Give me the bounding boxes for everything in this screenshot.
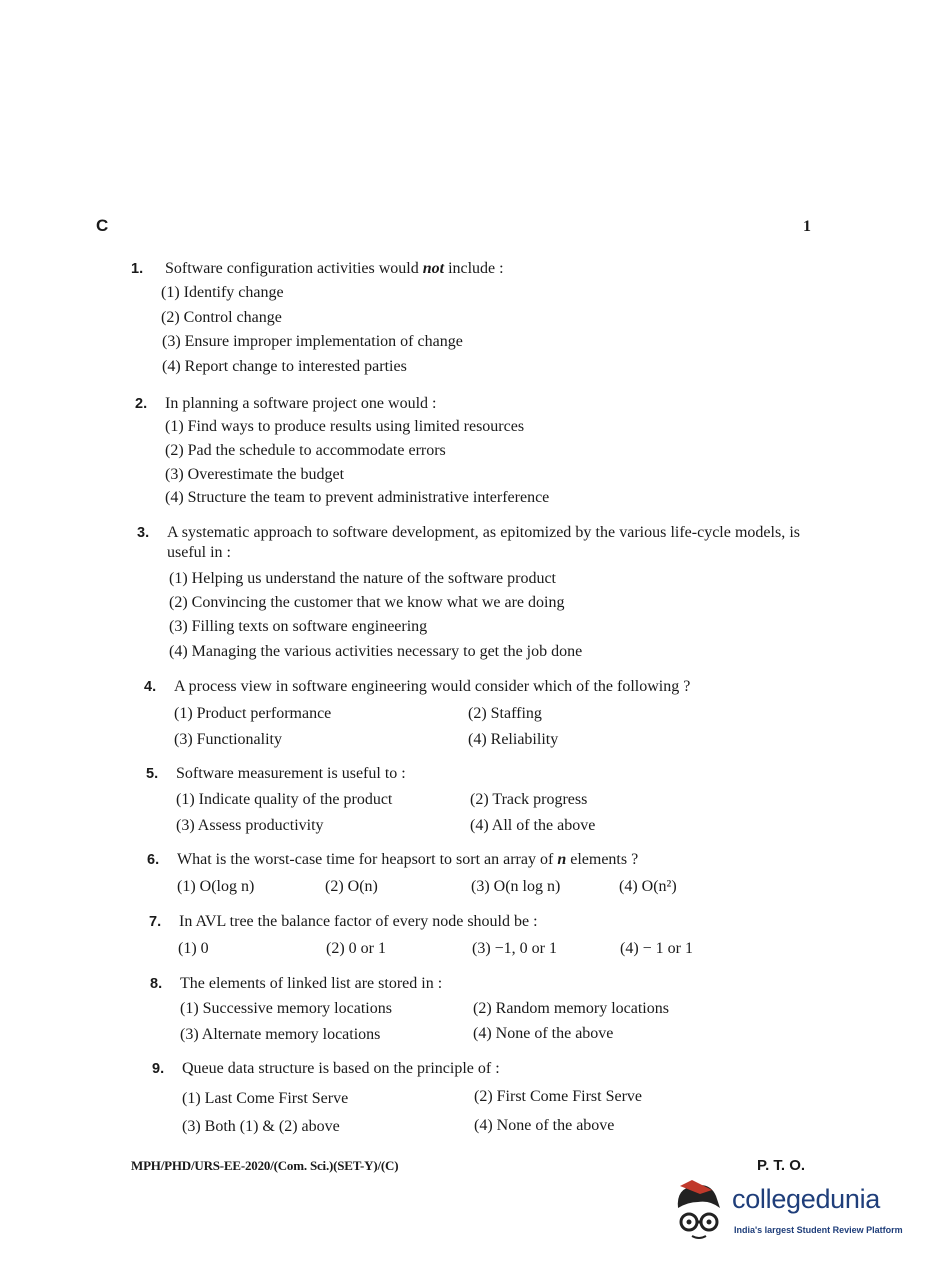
question-number: 8. (150, 976, 163, 992)
option-1: (1) Find ways to produce results using limited resources (165, 418, 525, 435)
collegedunia-watermark (672, 1178, 912, 1244)
question-5 (146, 764, 766, 839)
option-1: (1) Indicate quality of the product (176, 791, 393, 808)
option-4: (4) All of the above (470, 817, 596, 834)
question-4 (144, 677, 764, 752)
option-1: (1) Identify change (161, 284, 284, 301)
question-stem: In planning a software project one would : (165, 395, 437, 412)
question-number: 5. (146, 766, 159, 782)
option-2: (2) Random memory locations (473, 1000, 669, 1017)
option-2: (2) O(n) (325, 878, 378, 895)
question-1 (131, 259, 691, 379)
question-2 (135, 394, 735, 514)
brand-name: collegedunia (732, 1184, 881, 1214)
option-1: (1) Successive memory locations (180, 1000, 392, 1017)
brand-tagline: India's largest Student Review Platform (734, 1225, 903, 1235)
option-3: (3) Functionality (174, 731, 282, 748)
option-3: (3) Ensure improper implementation of change (162, 333, 463, 350)
question-number: 3. (137, 525, 150, 541)
option-4: (4) Report change to interested parties (162, 358, 407, 375)
option-2: (2) Control change (161, 309, 282, 326)
option-2: (2) Pad the schedule to accommodate errors (165, 442, 446, 459)
question-number: 7. (149, 914, 162, 930)
option-4: (4) Reliability (468, 731, 559, 748)
option-3: (3) Both (1) & (2) above (182, 1118, 340, 1135)
option-2: (2) Staffing (468, 705, 542, 722)
option-3: (3) Filling texts on software engineering (169, 618, 428, 635)
option-3: (3) Overestimate the budget (165, 466, 345, 483)
question-stem: A systematic approach to software development, as epitomized by the various life-cycle models, is useful in : (167, 524, 800, 561)
question-number: 2. (135, 396, 148, 412)
question-3 (137, 523, 802, 663)
pto-label: P. T. O. (757, 1157, 806, 1174)
option-4: (4) None of the above (473, 1025, 614, 1042)
option-3: (3) O(n log n) (471, 878, 561, 895)
option-1: (1) Product performance (174, 705, 332, 722)
question-stem: What is the worst-case time for heapsort to sort an array of n elements ? (177, 851, 639, 868)
option-3: (3) Assess productivity (176, 817, 324, 834)
option-2: (2) Convincing the customer that we know what we are doing (169, 594, 565, 611)
option-1: (1) O(log n) (177, 878, 255, 895)
question-stem: In AVL tree the balance factor of every node should be : (179, 913, 538, 930)
option-1: (1) 0 (178, 940, 209, 957)
option-4: (4) O(n²) (619, 878, 677, 895)
question-9 (152, 1059, 772, 1139)
option-2: (2) First Come First Serve (474, 1088, 642, 1105)
option-3: (3) −1, 0 or 1 (472, 940, 558, 957)
student-mascot-icon (672, 1178, 730, 1244)
page-number: 1 (803, 218, 811, 235)
option-4: (4) None of the above (474, 1117, 615, 1134)
option-1: (1) Last Come First Serve (182, 1090, 349, 1107)
option-1: (1) Helping us understand the nature of the software product (169, 570, 556, 587)
question-stem: Queue data structure is based on the principle of : (182, 1060, 500, 1077)
question-stem: Software configuration activities would not include : (165, 260, 504, 277)
option-4: (4) − 1 or 1 (620, 940, 694, 957)
option-2: (2) Track progress (470, 791, 588, 808)
question-number: 1. (131, 261, 144, 277)
question-number: 6. (147, 852, 160, 868)
question-number: 4. (144, 679, 157, 695)
question-stem: The elements of linked list are stored in : (180, 975, 443, 992)
option-4: (4) Structure the team to prevent administrative interference (165, 489, 550, 506)
question-8 (150, 974, 770, 1049)
question-stem: A process view in software engineering would consider which of the following ? (174, 678, 691, 695)
set-code: C (96, 216, 109, 235)
option-2: (2) 0 or 1 (326, 940, 386, 957)
question-number: 9. (152, 1061, 165, 1077)
question-6 (147, 850, 767, 900)
question-7 (149, 912, 769, 962)
option-4: (4) Managing the various activities necessary to get the job done (169, 643, 583, 660)
paper-code: MPH/PHD/URS-EE-2020/(Com. Sci.)(SET-Y)/(C) (131, 1158, 399, 1173)
option-3: (3) Alternate memory locations (180, 1026, 381, 1043)
question-stem: Software measurement is useful to : (176, 765, 406, 782)
